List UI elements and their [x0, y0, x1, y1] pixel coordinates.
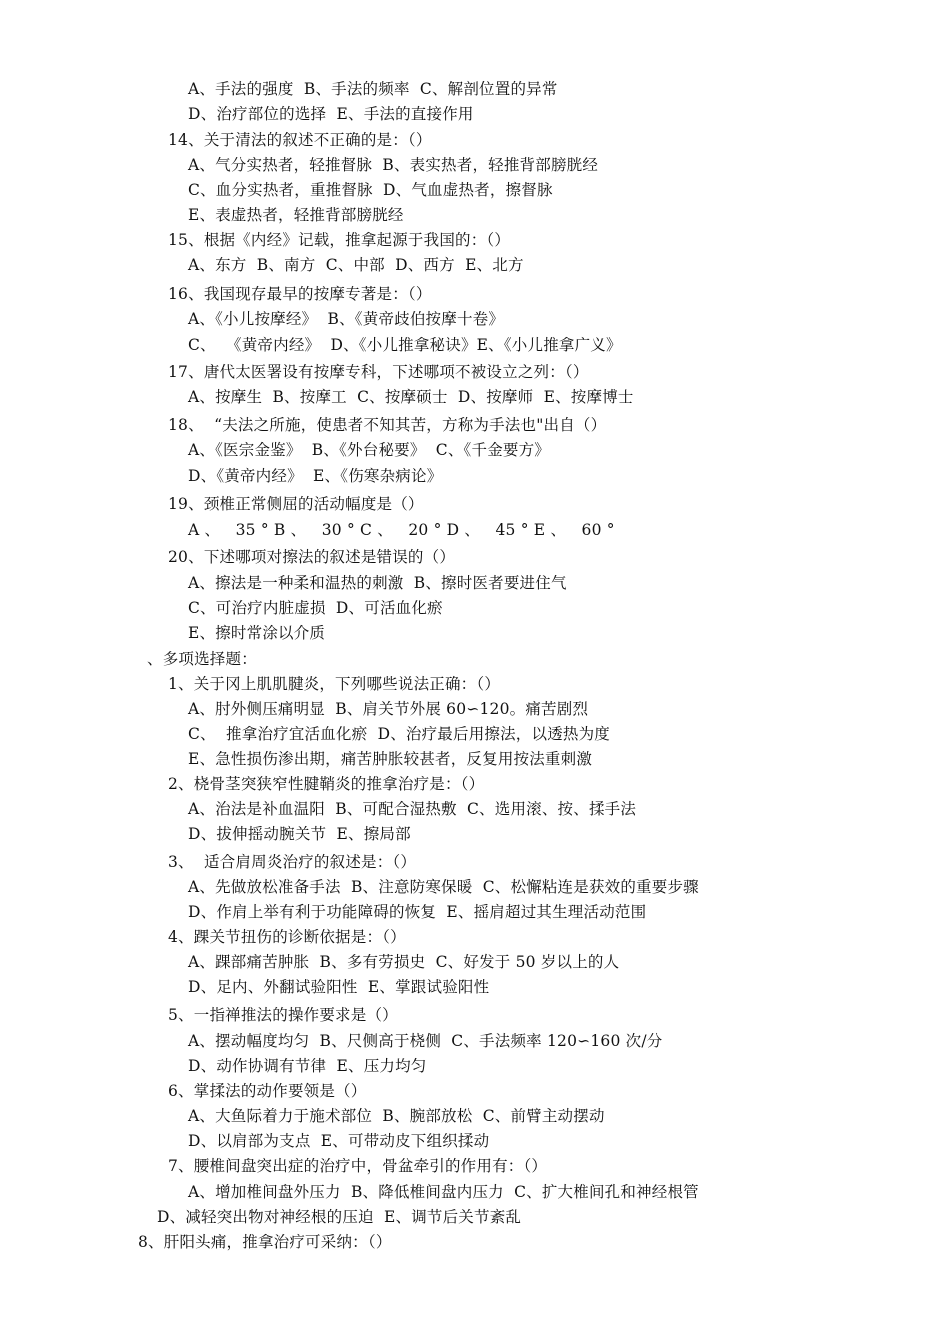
- option-line: D、足内、外翻试验阳性 E、掌跟试验阳性: [188, 978, 490, 996]
- option-line: A、肘外侧压痛明显 B、肩关节外展 60∽120。痛苦剧烈: [188, 700, 589, 718]
- option-line: E、急性损伤渗出期，痛苦肿胀较甚者，反复用按法重刺激: [188, 750, 593, 768]
- question-line: 15、根据《内经》记载，推拿起源于我国的：（）: [168, 231, 511, 249]
- option-line: D、减轻突出物对神经根的压迫 E、调节后关节紊乱: [157, 1208, 522, 1226]
- option-line: A、大鱼际着力于施术部位 B、腕部放松 C、前臂主动摆动: [188, 1107, 605, 1125]
- option-line: A、治法是补血温阳 B、可配合湿热敷 C、选用滚、按、揉手法: [188, 800, 637, 818]
- question-line: 16、我国现存最早的按摩专著是：（）: [168, 285, 432, 303]
- option-line: D、以肩部为支点 E、可带动皮下组织揉动: [188, 1132, 490, 1150]
- question-line: 5、一指禅推法的操作要求是（）: [168, 1006, 398, 1024]
- question-line: 17、唐代太医署设有按摩专科，下述哪项不被设立之列：（）: [168, 363, 589, 381]
- section-heading: 、多项选择题：: [147, 650, 257, 668]
- option-line: A、摆动幅度均匀 B、尺侧高于桡侧 C、手法频率 120∽160 次/分: [188, 1032, 663, 1050]
- option-line: C、血分实热者，重推督脉 D、气血虚热者，擦督脉: [188, 181, 553, 199]
- option-line: A、《医宗金鉴》 B、《外台秘要》 C、《千金要方》: [188, 441, 551, 459]
- option-line: D、拔伸摇动腕关节 E、擦局部: [188, 825, 411, 843]
- option-line: E、表虚热者，轻推背部膀胱经: [188, 206, 404, 224]
- question-line: 3、 适合肩周炎治疗的叙述是：（）: [168, 853, 417, 871]
- question-line: 18、 “夫法之所施，使患者不知其苦，方称为手法也"出自（）: [168, 416, 607, 434]
- option-line: D、动作协调有节律 E、压力均匀: [188, 1057, 427, 1075]
- option-line: A、擦法是一种柔和温热的刺激 B、擦时医者要进住气: [188, 574, 567, 592]
- option-line: A、先做放松准备手法 B、注意防寒保暖 C、松懈粘连是获效的重要步骤: [188, 878, 699, 896]
- question-line: 20、下述哪项对擦法的叙述是错误的（）: [168, 548, 456, 566]
- option-line: D、《黄帝内经》 E、《伤寒杂病论》: [188, 467, 443, 485]
- question-line: 14、关于清法的叙述不正确的是：（）: [168, 131, 432, 149]
- option-line: A、气分实热者，轻推督脉 B、表实热者，轻推背部膀胱经: [188, 156, 599, 174]
- question-line: 19、颈椎正常侧屈的活动幅度是（）: [168, 495, 424, 513]
- option-line: A、手法的强度 B、手法的频率 C、解剖位置的异常: [188, 80, 558, 98]
- option-line: E、擦时常涂以介质: [188, 624, 326, 642]
- option-line: C、 推拿治疗宜活血化瘀 D、治疗最后用擦法，以透热为度: [188, 725, 610, 743]
- question-line: 8、肝阳头痛，推拿治疗可采纳：（）: [138, 1233, 392, 1251]
- option-line: A 、 35 ° B 、 30 ° C 、 20 ° D 、 45 ° E 、 60 °: [188, 521, 615, 539]
- option-line: A、增加椎间盘外压力 B、降低椎间盘内压力 C、扩大椎间孔和神经根管: [188, 1183, 699, 1201]
- option-line: C、可治疗内脏虚损 D、可活血化瘀: [188, 599, 443, 617]
- question-line: 1、关于冈上肌肌腱炎，下列哪些说法正确：（）: [168, 675, 501, 693]
- question-line: 4、踝关节扭伤的诊断依据是：（）: [168, 928, 406, 946]
- option-line: D、治疗部位的选择 E、手法的直接作用: [188, 105, 474, 123]
- question-line: 6、掌揉法的动作要领是（）: [168, 1082, 367, 1100]
- question-line: 2、桡骨茎突狭窄性腱鞘炎的推拿治疗是：（）: [168, 775, 485, 793]
- option-line: A、《小儿按摩经》 B、《黄帝歧伯按摩十卷》: [188, 310, 505, 328]
- option-line: A、按摩生 B、按摩工 C、按摩硕士 D、按摩师 E、按摩博士: [188, 388, 634, 406]
- option-line: A、东方 B、南方 C、中部 D、西方 E、北方: [188, 256, 524, 274]
- option-line: D、作肩上举有利于功能障碍的恢复 E、摇肩超过其生理活动范围: [188, 903, 647, 921]
- question-line: 7、腰椎间盘突出症的治疗中，骨盆牵引的作用有：（）: [168, 1157, 548, 1175]
- option-line: C、 《黄帝内经》 D、《小儿推拿秘诀》E、《小儿推拿广义》: [188, 336, 622, 354]
- option-line: A、踝部痛苦肿胀 B、多有劳损史 C、好发于 50 岁以上的人: [188, 953, 620, 971]
